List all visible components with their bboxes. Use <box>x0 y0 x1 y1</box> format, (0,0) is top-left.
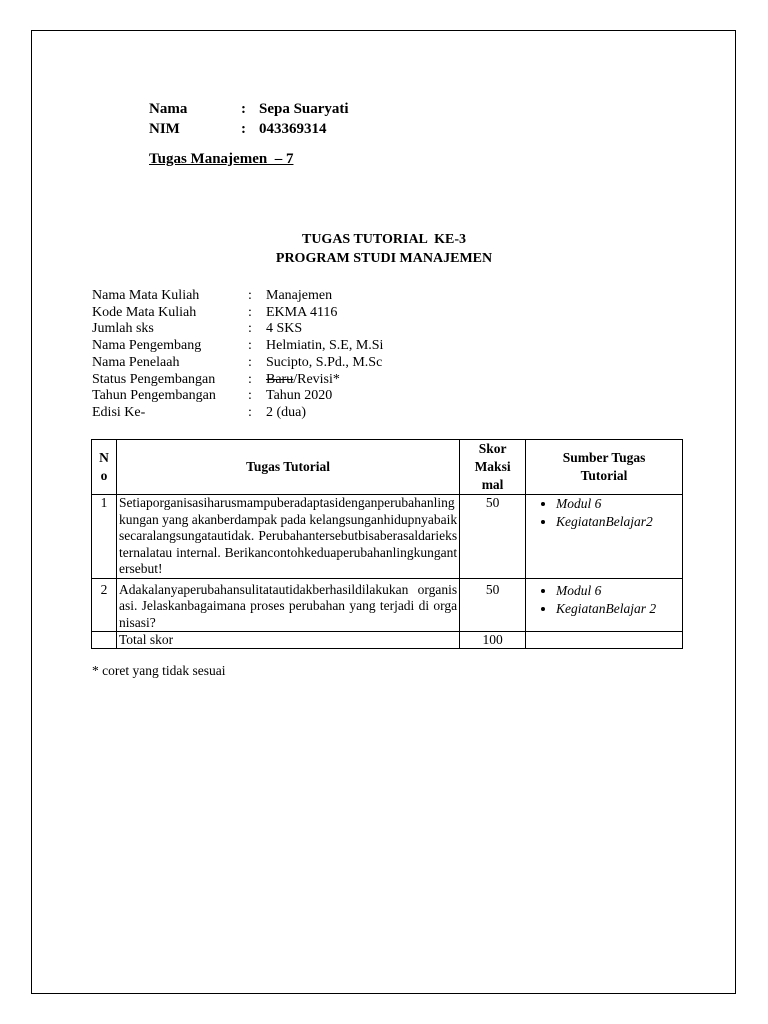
nama-value: Sepa Suaryati <box>259 101 349 117</box>
doc-title-line2: PROGRAM STUDI MANAJEMEN <box>275 251 493 266</box>
info-label: Nama Penelaah <box>92 355 180 370</box>
header-no: N o <box>92 440 117 495</box>
total-label: Total skor <box>116 632 459 649</box>
row-skor: 50 <box>460 495 526 579</box>
info-value: Helmiatin, S.E, M.Si <box>266 338 384 353</box>
row-sumber <box>526 578 683 632</box>
sumber-item: • KegiatanBelajar 2 <box>556 600 680 617</box>
row-task-text: Setiaporganisasiharusmampuberadaptasidenganperubahanlingkungan yang akanberdampak pada kelangsunganhidupnyabaiksecaralangsungatautidak. Perubahantersebutbisaberasaldarieksternalatau internal. Berikancontohkeduaperubahanlingkungantersebut! <box>116 495 459 579</box>
nim-label: NIM <box>149 121 180 137</box>
info-separator: : <box>248 321 252 336</box>
table-header-row <box>92 440 683 495</box>
sumber-item: • Modul 6 <box>556 495 680 512</box>
info-value: Sucipto, S.Pd., M.Sc <box>266 355 383 370</box>
row-no: 1 <box>92 495 117 579</box>
struck-value: Baru <box>266 372 294 387</box>
row-task-text: Adakalanyaperubahansulitatautidakberhasildilakukan organisasi. Jelaskanbagaimana proses perubahan yang terjadi di organisasi? <box>116 578 459 632</box>
info-label: Tahun Pengembangan <box>92 388 216 403</box>
info-label: Kode Mata Kuliah <box>92 305 197 320</box>
info-value-status <box>266 371 340 388</box>
sumber-item: • Modul 6 <box>556 582 680 599</box>
header-skor: Skor Maksi mal <box>460 440 526 495</box>
total-empty-cell <box>526 632 683 649</box>
nim-value: 043369314 <box>259 121 327 137</box>
info-separator: : <box>248 338 252 353</box>
info-label: Status Pengembangan <box>92 372 216 387</box>
info-label: Nama Mata Kuliah <box>92 288 200 303</box>
nama-separator: : <box>241 101 246 117</box>
info-value: EKMA 4116 <box>266 305 338 320</box>
status-value: /Revisi* <box>293 372 340 387</box>
sumber-item: • KegiatanBelajar2 <box>556 513 680 530</box>
info-value: 2 (dua) <box>266 405 307 420</box>
info-value: 4 SKS <box>266 321 303 336</box>
info-separator: : <box>248 305 252 320</box>
info-value: Tahun 2020 <box>266 388 333 403</box>
header-sumber: Sumber Tugas Tutorial <box>526 440 683 495</box>
row-skor: 50 <box>460 578 526 632</box>
table-row <box>92 495 683 579</box>
sumber-list <box>528 582 680 617</box>
table-row <box>92 578 683 632</box>
info-separator: : <box>248 355 252 370</box>
info-label: Edisi Ke- <box>92 405 146 420</box>
doc-title-line1: TUGAS TUTORIAL KE-3 <box>301 232 467 247</box>
info-separator: : <box>248 405 252 420</box>
info-value: Manajemen <box>266 288 333 303</box>
task-table <box>91 439 683 649</box>
row-sumber <box>526 495 683 579</box>
info-label: Jumlah sks <box>92 321 154 336</box>
info-separator: : <box>248 372 252 387</box>
sumber-list <box>528 495 680 530</box>
header-tugas: Tugas Tutorial <box>116 440 459 495</box>
nim-separator: : <box>241 121 246 137</box>
total-empty-cell <box>92 632 117 649</box>
row-no: 2 <box>92 578 117 632</box>
assignment-title: Tugas Manajemen – 7 <box>149 151 294 167</box>
nama-label: Nama <box>149 101 188 117</box>
info-separator: : <box>248 288 252 303</box>
info-separator: : <box>248 388 252 403</box>
table-total-row <box>92 632 683 649</box>
footnote: * coret yang tidak sesuai <box>92 663 226 678</box>
total-value: 100 <box>460 632 526 649</box>
info-label: Nama Pengembang <box>92 338 202 353</box>
